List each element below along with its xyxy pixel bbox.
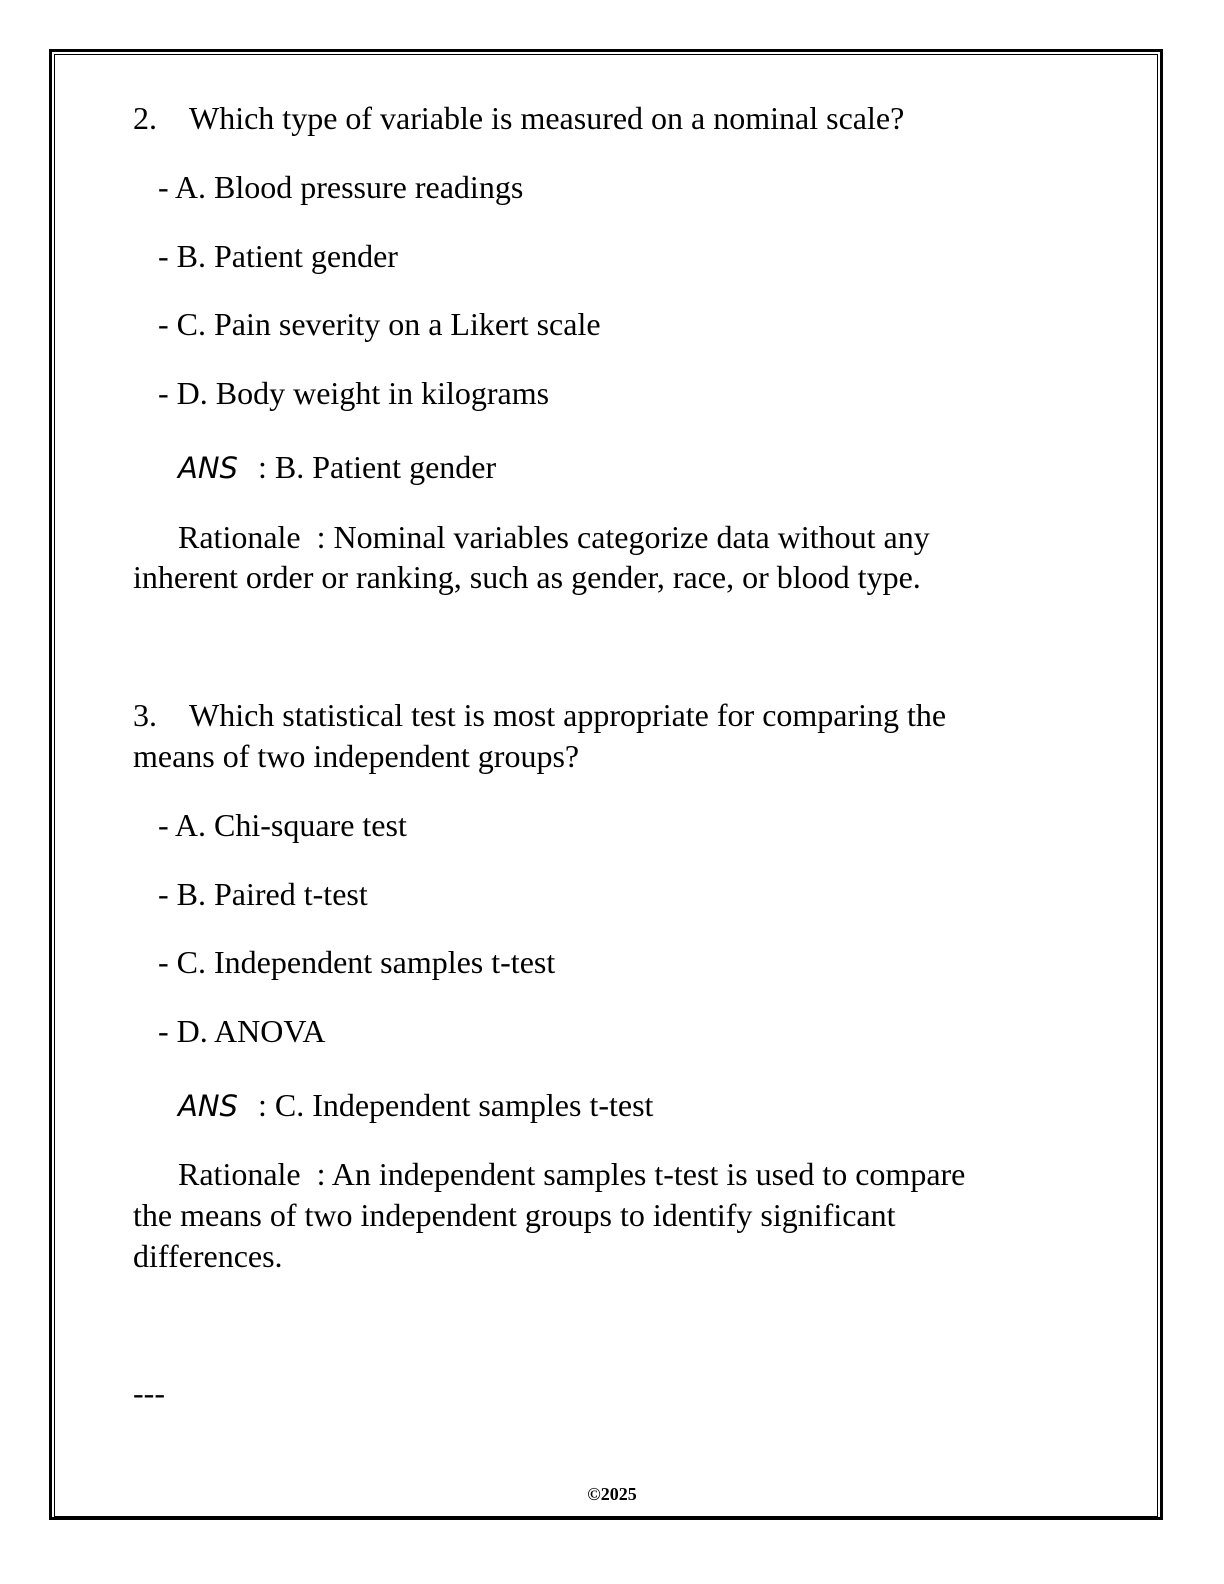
question-2 <box>133 98 904 138</box>
option-a: - A. Chi-square test <box>158 807 407 843</box>
rationale-continued: inherent order or ranking, such as gender, race, or blood type. <box>133 559 921 595</box>
rationale-line <box>178 517 930 557</box>
rationale-label: Rationale <box>178 519 301 555</box>
rationale-label: Rationale <box>178 1156 301 1192</box>
question-text-continued: means of two independent groups? <box>133 738 580 774</box>
answer-text: : B. Patient gender <box>257 449 497 485</box>
question-number: 2. <box>133 100 157 136</box>
option-b: - B. Paired t-test <box>158 876 368 912</box>
option-d: - D. ANOVA <box>158 1013 326 1049</box>
rationale-text: : An independent samples t-test is used to compare <box>316 1156 966 1192</box>
question-number: 3. <box>133 697 157 733</box>
ans-label: ANS <box>178 451 238 485</box>
option-b: - B. Patient gender <box>158 238 398 274</box>
question-3 <box>133 695 946 735</box>
question-text: Which statistical test is most appropriate for comparing the <box>189 697 947 733</box>
option-d: - D. Body weight in kilograms <box>158 375 550 411</box>
answer-line <box>178 1085 653 1126</box>
separator: --- <box>133 1375 165 1411</box>
option-c: - C. Pain severity on a Likert scale <box>158 306 601 342</box>
answer-line <box>178 447 496 488</box>
option-c: - C. Independent samples t-test <box>158 944 556 980</box>
option-a: - A. Blood pressure readings <box>158 169 524 205</box>
rationale-continued: differences. <box>133 1238 283 1274</box>
ans-label: ANS <box>178 1089 238 1123</box>
rationale-continued: the means of two independent groups to identify significant <box>133 1197 896 1233</box>
question-text: Which type of variable is measured on a nominal scale? <box>189 100 905 136</box>
copyright-footer: ©2025 <box>587 1484 637 1504</box>
rationale-text: : Nominal variables categorize data without any <box>316 519 930 555</box>
answer-text: : C. Independent samples t-test <box>257 1087 654 1123</box>
rationale-line <box>178 1154 965 1194</box>
